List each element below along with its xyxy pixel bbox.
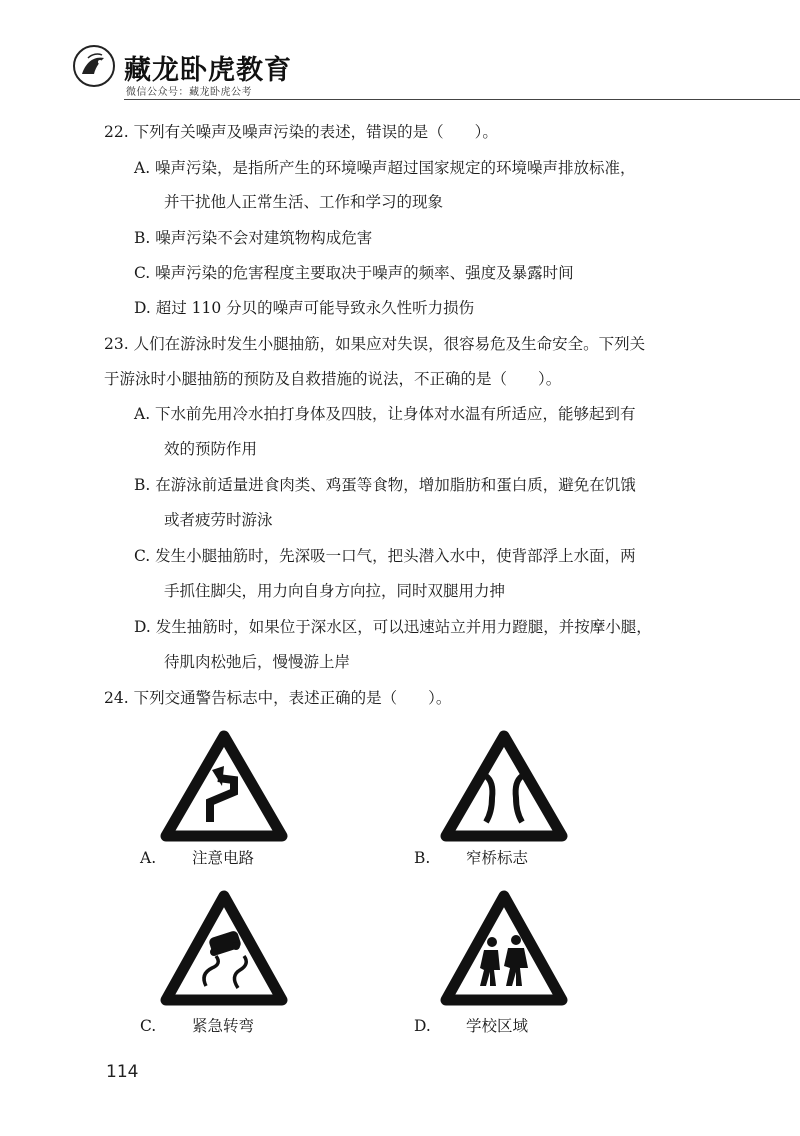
brand-subtitle: 微信公众号：藏龙卧虎公考 xyxy=(126,87,252,98)
question-24-stem: 24. 下列交通警告标志中，表述正确的是（ ）。 xyxy=(104,689,452,707)
page-header xyxy=(0,0,800,100)
sign-b-label: 窄桥标志 xyxy=(466,849,529,867)
narrow-bridge-icon xyxy=(440,730,568,842)
page-number: 114 xyxy=(106,1062,139,1082)
question-23-stem-cont: 于游泳时小腿抽筋的预防及自救措施的说法，不正确的是（ ）。 xyxy=(104,370,562,388)
question-23-option-d-cont: 待肌肉松弛后，慢慢游上岸 xyxy=(164,653,351,671)
sign-a-letter: A. xyxy=(140,849,157,867)
question-22-option-a-cont: 并干扰他人正常生活、工作和学习的现象 xyxy=(164,193,444,211)
brand-title: 藏龙卧虎教育 xyxy=(124,55,292,86)
question-23-option-a-cont: 效的预防作用 xyxy=(164,440,258,458)
sign-c-label: 紧急转弯 xyxy=(192,1017,255,1035)
question-22-option-d: D. 超过 110 分贝的噪声可能导致永久性听力损伤 xyxy=(134,299,475,317)
question-22-option-c: C. 噪声污染的危害程度主要取决于噪声的频率、强度及暴露时间 xyxy=(134,264,574,282)
question-23-option-a: A. 下水前先用冷水拍打身体及四肢，让身体对水温有所适应，能够起到有 xyxy=(134,405,636,423)
sign-c-letter: C. xyxy=(140,1017,157,1035)
sign-a-label: 注意电路 xyxy=(192,849,255,867)
question-22-option-b: B. 噪声污染不会对建筑物构成危害 xyxy=(134,229,373,247)
question-23-option-b: B. 在游泳前适量进食肉类、鸡蛋等食物，增加脂肪和蛋白质，避免在饥饿 xyxy=(134,476,636,494)
question-22-option-a: A. 噪声污染，是指所产生的环境噪声超过国家规定的环境噪声排放标准， xyxy=(134,159,636,177)
dragon-logo-icon xyxy=(72,44,116,88)
question-23-option-b-cont: 或者疲劳时游泳 xyxy=(164,511,273,529)
question-23-stem: 23. 人们在游泳时发生小腿抽筋，如果应对失误，很容易危及生命安全。下列关 xyxy=(104,335,646,353)
children-crossing-icon xyxy=(440,890,568,1008)
question-23-option-c-cont: 手抓住脚尖，用力向自身方向拉，同时双腿用力抻 xyxy=(164,582,506,600)
question-23-option-c: C. 发生小腿抽筋时，先深吸一口气，把头潜入水中，使背部浮上水面，两 xyxy=(134,547,636,565)
winding-road-icon xyxy=(160,730,288,842)
question-23-option-d: D. 发生抽筋时，如果位于深水区，可以迅速站立并用力蹬腿，并按摩小腿， xyxy=(134,618,652,636)
slippery-road-icon xyxy=(160,890,288,1008)
sign-b-letter: B. xyxy=(414,849,431,867)
sign-d-label: 学校区域 xyxy=(466,1017,529,1035)
header-divider xyxy=(124,99,800,100)
sign-d-letter: D. xyxy=(414,1017,431,1035)
question-22-stem: 22. 下列有关噪声及噪声污染的表述，错误的是（ ）。 xyxy=(104,123,498,141)
